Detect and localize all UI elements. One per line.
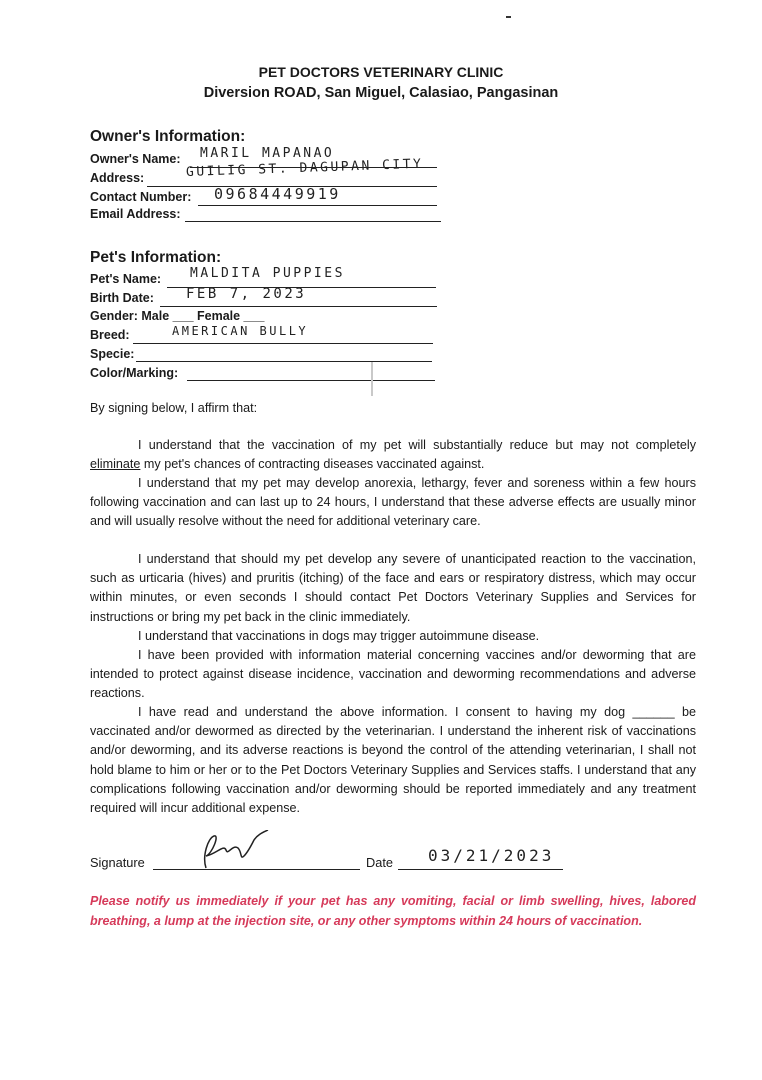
consent-paragraph-2: I understand that my pet may develop anorexia, lethargy, fever and soreness within a few hours following vaccination and can last up to 24 hours, I understand that these adverse effects are usually minor and will usually resolve without the need for additional veterinary care. [90,476,696,529]
scan-mark [506,16,511,18]
consent-paragraph-5: I have been provided with information material concerning vaccines and/or deworming that are intended to protect against disease incidence, vaccination and deworming recommendations and adverse reactions. [90,648,696,701]
signature-label: Signature [90,855,145,870]
birth-date-line [160,306,437,307]
email-label: Email Address: [90,207,181,221]
owner-name-label: Owner's Name: [90,152,181,166]
owner-name-value[interactable]: MARIL MAPANAO [200,146,335,161]
owner-address-value[interactable]: GUILIG ST. DAGUPAN CITY [185,156,424,180]
gender-label: Gender: Male ___ Female ___ [90,309,265,323]
breed-value[interactable]: AMERICAN BULLY [172,324,309,338]
breed-line [133,343,433,344]
owner-address-label: Address: [90,171,145,185]
date-label: Date [366,855,394,870]
pet-section-title: Pet's Information: [90,249,222,266]
birth-date-value[interactable]: FEB 7, 2023 [186,286,307,302]
date-value[interactable]: 03/21/2023 [428,846,555,865]
consent-paragraph-4: I understand that vaccinations in dogs may trigger autoimmune disease. [138,629,540,643]
color-marking-line [187,380,435,381]
clinic-name: PET DOCTORS VETERINARY CLINIC [258,64,504,80]
pet-name-value[interactable]: MALDITA PUPPIES [190,266,345,281]
signature-mark[interactable] [196,830,276,872]
contact-number-line [198,205,437,206]
pet-name-label: Pet's Name: [90,272,162,286]
clinic-address: Diversion ROAD, San Miguel, Calasiao, Pangasinan [203,85,559,101]
color-marking-label: Color/Marking: [90,366,179,380]
email-line [185,221,441,222]
signature-scribble [196,830,276,872]
scan-smudge [371,362,373,396]
consent-intro: By signing below, I affirm that: [90,401,258,415]
breed-label: Breed: [90,328,130,342]
contact-number-label: Contact Number: [90,190,192,204]
contact-number-value[interactable]: 09684449919 [214,185,341,203]
consent-paragraph-6: I have read and understand the above information. I consent to having my dog ______ be vaccinated and/or dewormed as directed by the veterinarian. I understand the inherent risk of vaccinations and/or deworming, and its adverse reactions is beyond the control of the attending veterinarian, I shall not hold blame to him or her or to the Pet Doctors Veterinary Supplies and Services staffs. I understand that any complications following vaccination and/or deworming should be reported immediately and any treatment required will incur additional expense. [90,705,696,816]
birth-date-label: Birth Date: [90,291,154,305]
consent-paragraph-1 [90,436,696,474]
specie-label: Specie: [90,347,135,361]
owner-section-title: Owner's Information: [90,128,246,145]
specie-line [136,361,432,362]
notice-text: Please notify us immediately if your pet has any vomiting, facial or limb swelling, hives, labored breathing, a lump at the injection site, or any other symptoms within 24 hours of vaccination. [90,894,696,928]
consent-p1-text-end: my pet's chances of contracting diseases vaccinated against. [140,457,485,472]
date-line [398,869,563,870]
consent-paragraph-3: I understand that should my pet develop any severe of unanticipated reaction to the vaccination, such as urticaria (hives) and pruritis (itching) of the face and ears or respiratory distress, which may occur within minutes, or even seconds I should contact Pet Doctors Veterinary Supplies and Services for instructions or bring my pet back in the clinic immediately. [90,552,696,624]
consent-p1-underlined: eliminate [90,457,141,472]
consent-p1-text: I understand that the vaccination of my pet will substantially reduce but may not completely [138,438,696,452]
